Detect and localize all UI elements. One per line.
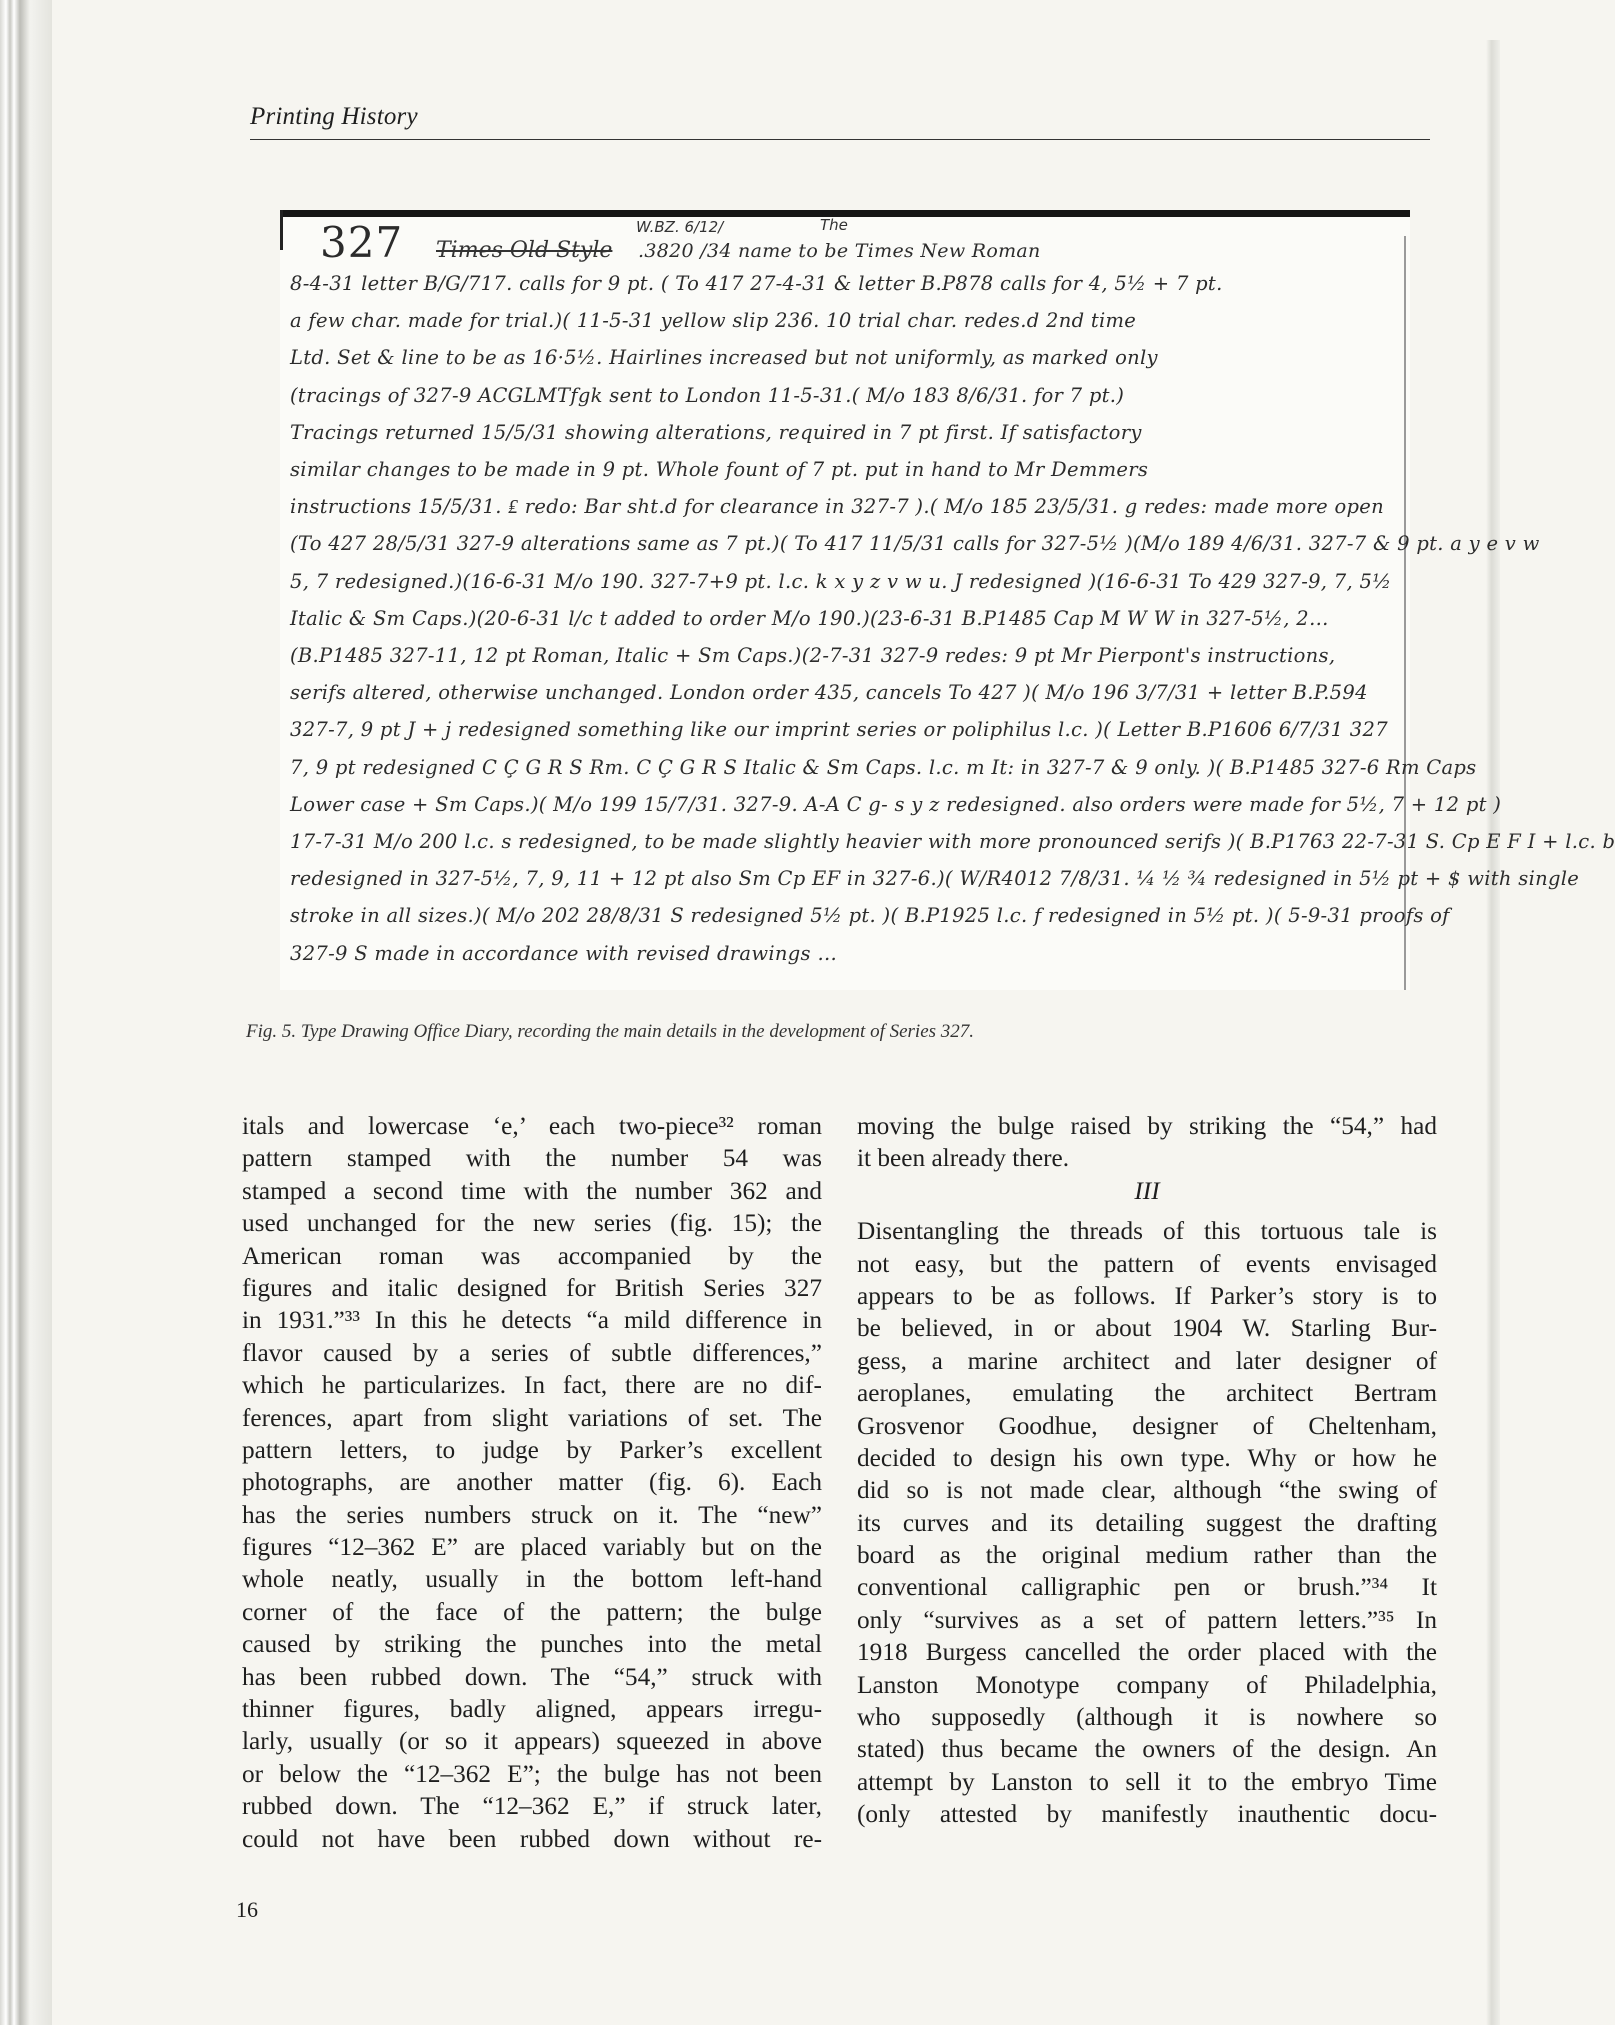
page-number: 16 bbox=[236, 1897, 258, 1922]
diary-line: (B.P1485 327-11, 12 pt Roman, Italic + Sm Caps.)(2-7-31 327-9 redes: 9 pt Mr Pierpont's instructions, bbox=[290, 644, 1336, 667]
book-gutter bbox=[0, 0, 52, 2025]
left-column bbox=[242, 1110, 822, 1855]
diary-line: Ltd. Set & line to be as 16·5½. Hairlines increased but not uniformly, as marked only bbox=[290, 346, 1158, 370]
text-line: decided to design his own type. Why or how he bbox=[857, 1443, 1437, 1472]
diary-line: instructions 15/5/31. ₤ redo: Bar sht.d for clearance in 327-7 ).( M/o 185 23/5/31. g redes: made more open bbox=[290, 495, 1384, 519]
text-line: did so is not made clear, although “the swing of bbox=[857, 1476, 1437, 1505]
right-column-intro bbox=[857, 1110, 1437, 1173]
text-line: photographs, are another matter (fig. 6). Each bbox=[242, 1468, 822, 1497]
text-line: figures and italic designed for British Series 327 bbox=[242, 1273, 822, 1302]
text-line: 1918 Burgess cancelled the order placed with the bbox=[857, 1638, 1437, 1667]
diary-line: serifs altered, otherwise unchanged. London order 435, cancels To 427 )( M/o 196 3/7/31 + letter B.P.594 bbox=[290, 681, 1368, 705]
diary-line: 327-9 S made in accordance with revised drawings … bbox=[290, 941, 838, 965]
page-edge-shadow bbox=[1486, 40, 1500, 2025]
text-line: could not have been rubbed down without re- bbox=[242, 1824, 822, 1853]
diary-line: 17-7-31 M/o 200 l.c. s redesigned, to be made slightly heavier with more pronounced serifs )( B.P1763 22-7-31 S. Cp E F I + l.c. b bbox=[290, 830, 1615, 853]
diary-struck-title: Times Old Style bbox=[436, 238, 613, 263]
diary-line: similar changes to be made in 9 pt. Whole fount of 7 pt. put in hand to Mr Demmers bbox=[290, 458, 1149, 481]
text-line: whole neatly, usually in the bottom left-hand bbox=[242, 1565, 822, 1594]
text-line: larly, usually (or so it appears) squeezed in above bbox=[242, 1727, 822, 1756]
figure-diary-scan bbox=[280, 210, 1615, 990]
text-line: has been rubbed down. The “54,” struck with bbox=[242, 1662, 822, 1691]
section-spacer bbox=[857, 1207, 1437, 1215]
diary-line: stroke in all sizes.)( M/o 202 28/8/31 S redesigned 5½ pt. )( B.P1925 l.c. f redesigned in 5½ pt. )( 5-9-31 proofs of bbox=[290, 904, 1450, 928]
text-line: conventional calligraphic pen or brush.”³⁴ It bbox=[857, 1573, 1437, 1602]
diary-line: 327-7, 9 pt J + j redesigned something like our imprint series or poliphilus l.c. )( Letter B.P1606 6/7/31 327 bbox=[290, 718, 1388, 742]
text-line: used unchanged for the new series (fig. 15); the bbox=[242, 1209, 822, 1238]
text-line: stated) thus became the owners of the design. An bbox=[857, 1735, 1437, 1764]
text-line: appears to be as follows. If Parker’s story is to bbox=[857, 1281, 1437, 1310]
diary-line: 8-4-31 letter B/G/717. calls for 9 pt. ( To 417 27-4-31 & letter B.P878 calls for 4, 5½ + 7 pt. bbox=[290, 272, 1223, 295]
text-line: corner of the face of the pattern; the bulge bbox=[242, 1597, 822, 1626]
diary-line: redesigned in 327-5½, 7, 9, 11 + 12 pt also Sm Cp EF in 327-6.)( W/R4012 7/8/31. ¼ ½ ¾ redesigned in 5½ pt + $ with single bbox=[290, 867, 1580, 891]
diary-insert-mark: The bbox=[820, 216, 848, 234]
text-line: thinner figures, badly aligned, appears irregu- bbox=[242, 1695, 822, 1724]
text-line: stamped a second time with the number 362 and bbox=[242, 1176, 822, 1205]
text-line: gess, a marine architect and later designer of bbox=[857, 1346, 1437, 1375]
text-line: or below the “12–362 E”; the bulge has not been bbox=[242, 1759, 822, 1788]
diary-line: (To 427 28/5/31 327-9 alterations same as 7 pt.)( To 417 11/5/31 calls for 327-5½ )(M/o 189 4/6/31. 327-7 & 9 pt. a y e v w bbox=[290, 532, 1540, 556]
text-line: it been already there. bbox=[857, 1144, 1070, 1173]
diary-line: 5, 7 redesigned.)(16-6-31 M/o 190. 327-7+9 pt. l.c. k x y z v w u. J redesigned )(16-6-31 To 429 327-9, 7, 5½ bbox=[290, 569, 1392, 593]
right-column bbox=[857, 1110, 1437, 1831]
text-line: not easy, but the pattern of events envisaged bbox=[857, 1249, 1437, 1278]
diary-line: 7, 9 pt redesigned C Ç G R S Rm. C Ç G R S Italic & Sm Caps. l.c. m It: in 327-7 & 9 only. )( B.P1485 327-6 Rm Caps bbox=[290, 755, 1477, 779]
text-line: flavor caused by a series of subtle differences,” bbox=[242, 1338, 822, 1367]
text-line: Disentangling the threads of this tortuous tale is bbox=[857, 1217, 1437, 1246]
text-line: ferences, apart from slight variations of set. The bbox=[242, 1403, 822, 1432]
text-line: Lanston Monotype company of Philadelphia, bbox=[857, 1670, 1437, 1699]
diary-line: Tracings returned 15/5/31 showing alterations, required in 7 pt first. If satisfactory bbox=[290, 420, 1142, 444]
text-line: moving the bulge raised by striking the “54,” had bbox=[857, 1112, 1437, 1140]
diary-left-rule bbox=[280, 210, 283, 250]
text-line: pattern letters, to judge by Parker’s excellent bbox=[242, 1435, 822, 1464]
text-line: its curves and its detailing suggest the drafting bbox=[857, 1508, 1437, 1537]
text-line: caused by striking the punches into the metal bbox=[242, 1630, 822, 1659]
text-line: aeroplanes, emulating the architect Bertram bbox=[857, 1379, 1437, 1408]
text-line: itals and lowercase ‘e,’ each two-piece³² roman bbox=[242, 1112, 822, 1140]
text-line: rubbed down. The “12–362 E,” if struck later, bbox=[242, 1792, 822, 1821]
diary-line: a few char. made for trial.)( 11-5-31 yellow slip 236. 10 trial char. redes.d 2nd time bbox=[290, 309, 1137, 333]
text-line: pattern stamped with the number 54 was bbox=[242, 1144, 822, 1173]
diary-line: (tracings of 327-9 ACGLMTfgk sent to London 11-5-31.( M/o 183 8/6/31. for 7 pt.) bbox=[290, 383, 1125, 407]
text-line: only “survives as a set of pattern letters.”³⁵ In bbox=[857, 1605, 1437, 1634]
running-head: Printing History bbox=[250, 103, 418, 130]
figure-caption: Fig. 5. Type Drawing Office Diary, recording the main details in the development of Series 327. bbox=[246, 1021, 975, 1042]
text-line: has the series numbers struck on it. The “new” bbox=[242, 1500, 822, 1529]
text-line: (only attested by manifestly inauthentic docu- bbox=[857, 1800, 1437, 1829]
text-line: Grosvenor Goodhue, designer of Cheltenham, bbox=[857, 1411, 1437, 1440]
text-line: attempt by Lanston to sell it to the embryo Time bbox=[857, 1767, 1437, 1796]
diary-first-line: .3820 /34 name to be Times New Roman bbox=[638, 240, 1041, 262]
text-line: board as the original medium rather than the bbox=[857, 1541, 1437, 1570]
text-line: in 1931.”³³ In this he detects “a mild difference in bbox=[242, 1306, 822, 1335]
diary-series-number: 327 bbox=[320, 218, 404, 267]
diary-line: Lower case + Sm Caps.)( M/o 199 15/7/31. 327-9. A-A C g- s y z redesigned. also orders were made for 5½, 7 + 12 pt ) bbox=[290, 792, 1502, 816]
text-line: be believed, in or about 1904 W. Starling Bur- bbox=[857, 1314, 1437, 1343]
text-line: American roman was accompanied by the bbox=[242, 1241, 822, 1270]
text-line: which he particularizes. In fact, there are no dif- bbox=[242, 1371, 822, 1400]
running-head-rule bbox=[250, 139, 1430, 140]
text-line: who supposedly (although it is nowhere so bbox=[857, 1703, 1437, 1732]
diary-initials: W.BZ. 6/12/ bbox=[636, 218, 724, 236]
text-line: figures “12–362 E” are placed variably but on the bbox=[242, 1533, 822, 1562]
section-heading: III bbox=[1134, 1176, 1160, 1205]
diary-line: Italic & Sm Caps.)(20-6-31 l/c t added to order M/o 190.)(23-6-31 B.P1485 Cap M W W in 327-5½, 2… bbox=[290, 606, 1329, 630]
